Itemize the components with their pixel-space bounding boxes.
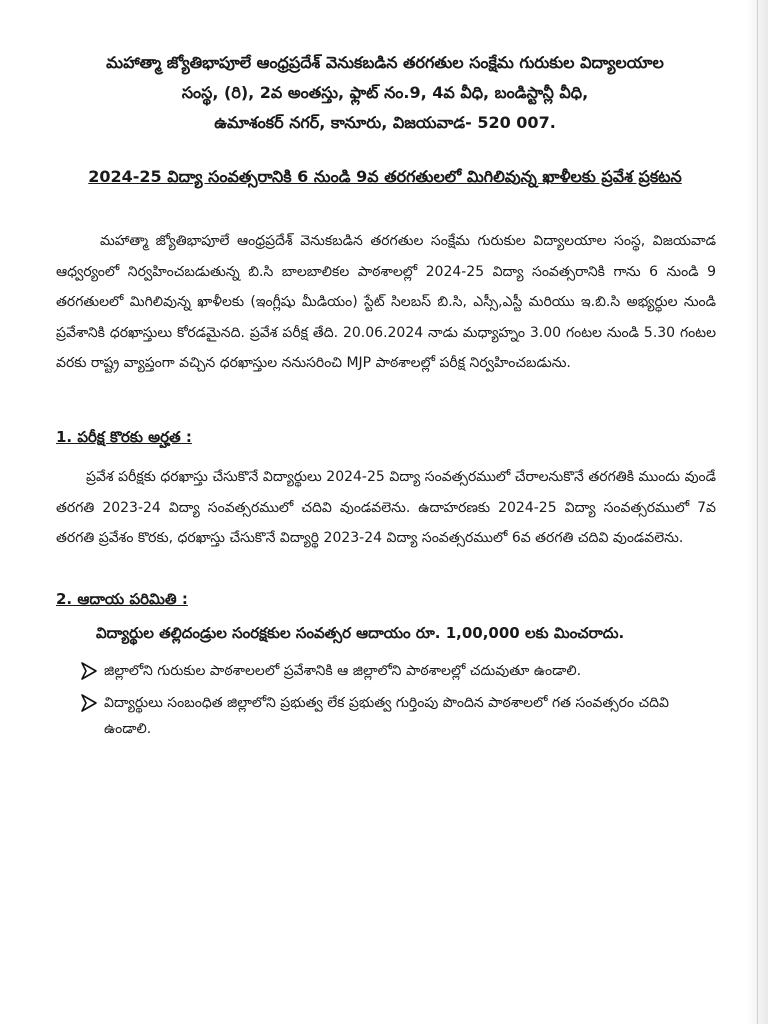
arrow-bullet-icon [80, 660, 98, 682]
organization-header [40, 48, 730, 138]
list-item [80, 658, 700, 684]
header-line-2: సంస్థ, (రి), 2వ అంతస్తు, ఫ్లాట్ నం.9, 4వ వీధి, బండిస్టాన్లీ వీధి, [181, 83, 589, 102]
income-limit-text: విద్యార్థుల తల్లిదండ్రుల సంరక్షకుల సంవత్సర ఆదాయం రూ. 1,00,000 లకు మించరాదు. [96, 624, 625, 642]
scan-edge-line [757, 0, 758, 1024]
section-2-heading: 2. ఆదాయ పరిమితి : [56, 590, 188, 608]
bullet-text: జిల్లాలోని గురుకుల పాఠశాలలలో ప్రవేశానికి ఆ జిల్లాలోని పాఠశాలల్లో చదువుతూ ఉండాలి. [104, 663, 582, 679]
section-1-heading: 1. పరీక్ష కొరకు అర్హత : [56, 428, 192, 446]
arrow-bullet-icon [80, 692, 98, 714]
header-line-1: మహాత్మా జ్యోతిభాపూలే ఆంధ్రప్రదేశ్ వెనుకబడిన తరగతుల సంక్షేమ గురుకుల విద్యాలయాల [106, 53, 664, 72]
header-line-3: ఉమాశంకర్ నగర్, కానూరు, విజయవాడ- 520 007. [214, 113, 556, 132]
notice-title-text: 2024-25 విద్యా సంవత్సరానికి 6 నుండి 9వ తరగతులలో మిగిలివున్న ఖాళీలకు ప్రవేశ ప్రకటన [88, 167, 682, 186]
list-item [80, 690, 700, 742]
section-1-body: ప్రవేశ పరీక్షకు ధరఖాస్తు చేసుకొనే విద్యార్థులు 2024-25 విద్యా సంవత్సరములో చేరాలనుకొనే తరగతికి ముందు వుండే తరగతి 2023-24 విద్యా సంవత్సరములో చదివి వుండవలెను. ఉదాహరణకు 2024-25 విద్యా సంవత్సరములో 7వ తరగతి ప్రవేశం కొరకు, ధరఖాస్తు చేసుకొనే విద్యార్థి 2023-24 విద్యా సంవత్సరములో 6వ తరగతి చదివి వుండవలెను. [56, 469, 716, 546]
eligibility-bullet-list [80, 658, 700, 748]
intro-paragraph: మహాత్మా జ్యోతిభాపూలే ఆంధ్రప్రదేశ్ వెనుకబడిన తరగతుల సంక్షేమ గురుకుల విద్యాలయాల సంస్థ, విజయవాడ ఆధ్వర్యంలో నిర్వహించబడుతున్న బి.సి బాలబాలికల పాఠశాలల్లో 2024-25 విద్యా సంవత్సరానికి గాను 6 నుండి 9 తరగతులలో మిగిలివున్న ఖాళీలకు (ఇంగ్లీషు మీడియం) స్టేట్ సిలబస్ బి.సి, ఎస్సీ,ఎస్టీ మరియు ఇ.బి.సి అభ్యర్ధుల నుండి ప్రవేశానికి ధరఖాస్తులు కోరడమైనది. ప్రవేశ పరీక్ష తేది. 20.06.2024 నాడు మధ్యాహ్నం 3.00 గంటల నుండి 5.30 గంటల వరకు రాష్ట్ర వ్యాప్తంగా వచ్చిన ధరఖాస్తుల ననుసరించి MJP పాఠశాలల్లో పరీక్ష నిర్వహించబడును. [56, 233, 716, 371]
notice-title [40, 158, 730, 196]
bullet-text: విద్యార్థులు సంబంధిత జిల్లాలోని ప్రభుత్వ లేక ప్రభుత్వ గుర్తింపు పొందిన పాఠశాలలో గత సంవత్సరం చదివి ఉండాలి. [104, 695, 669, 737]
